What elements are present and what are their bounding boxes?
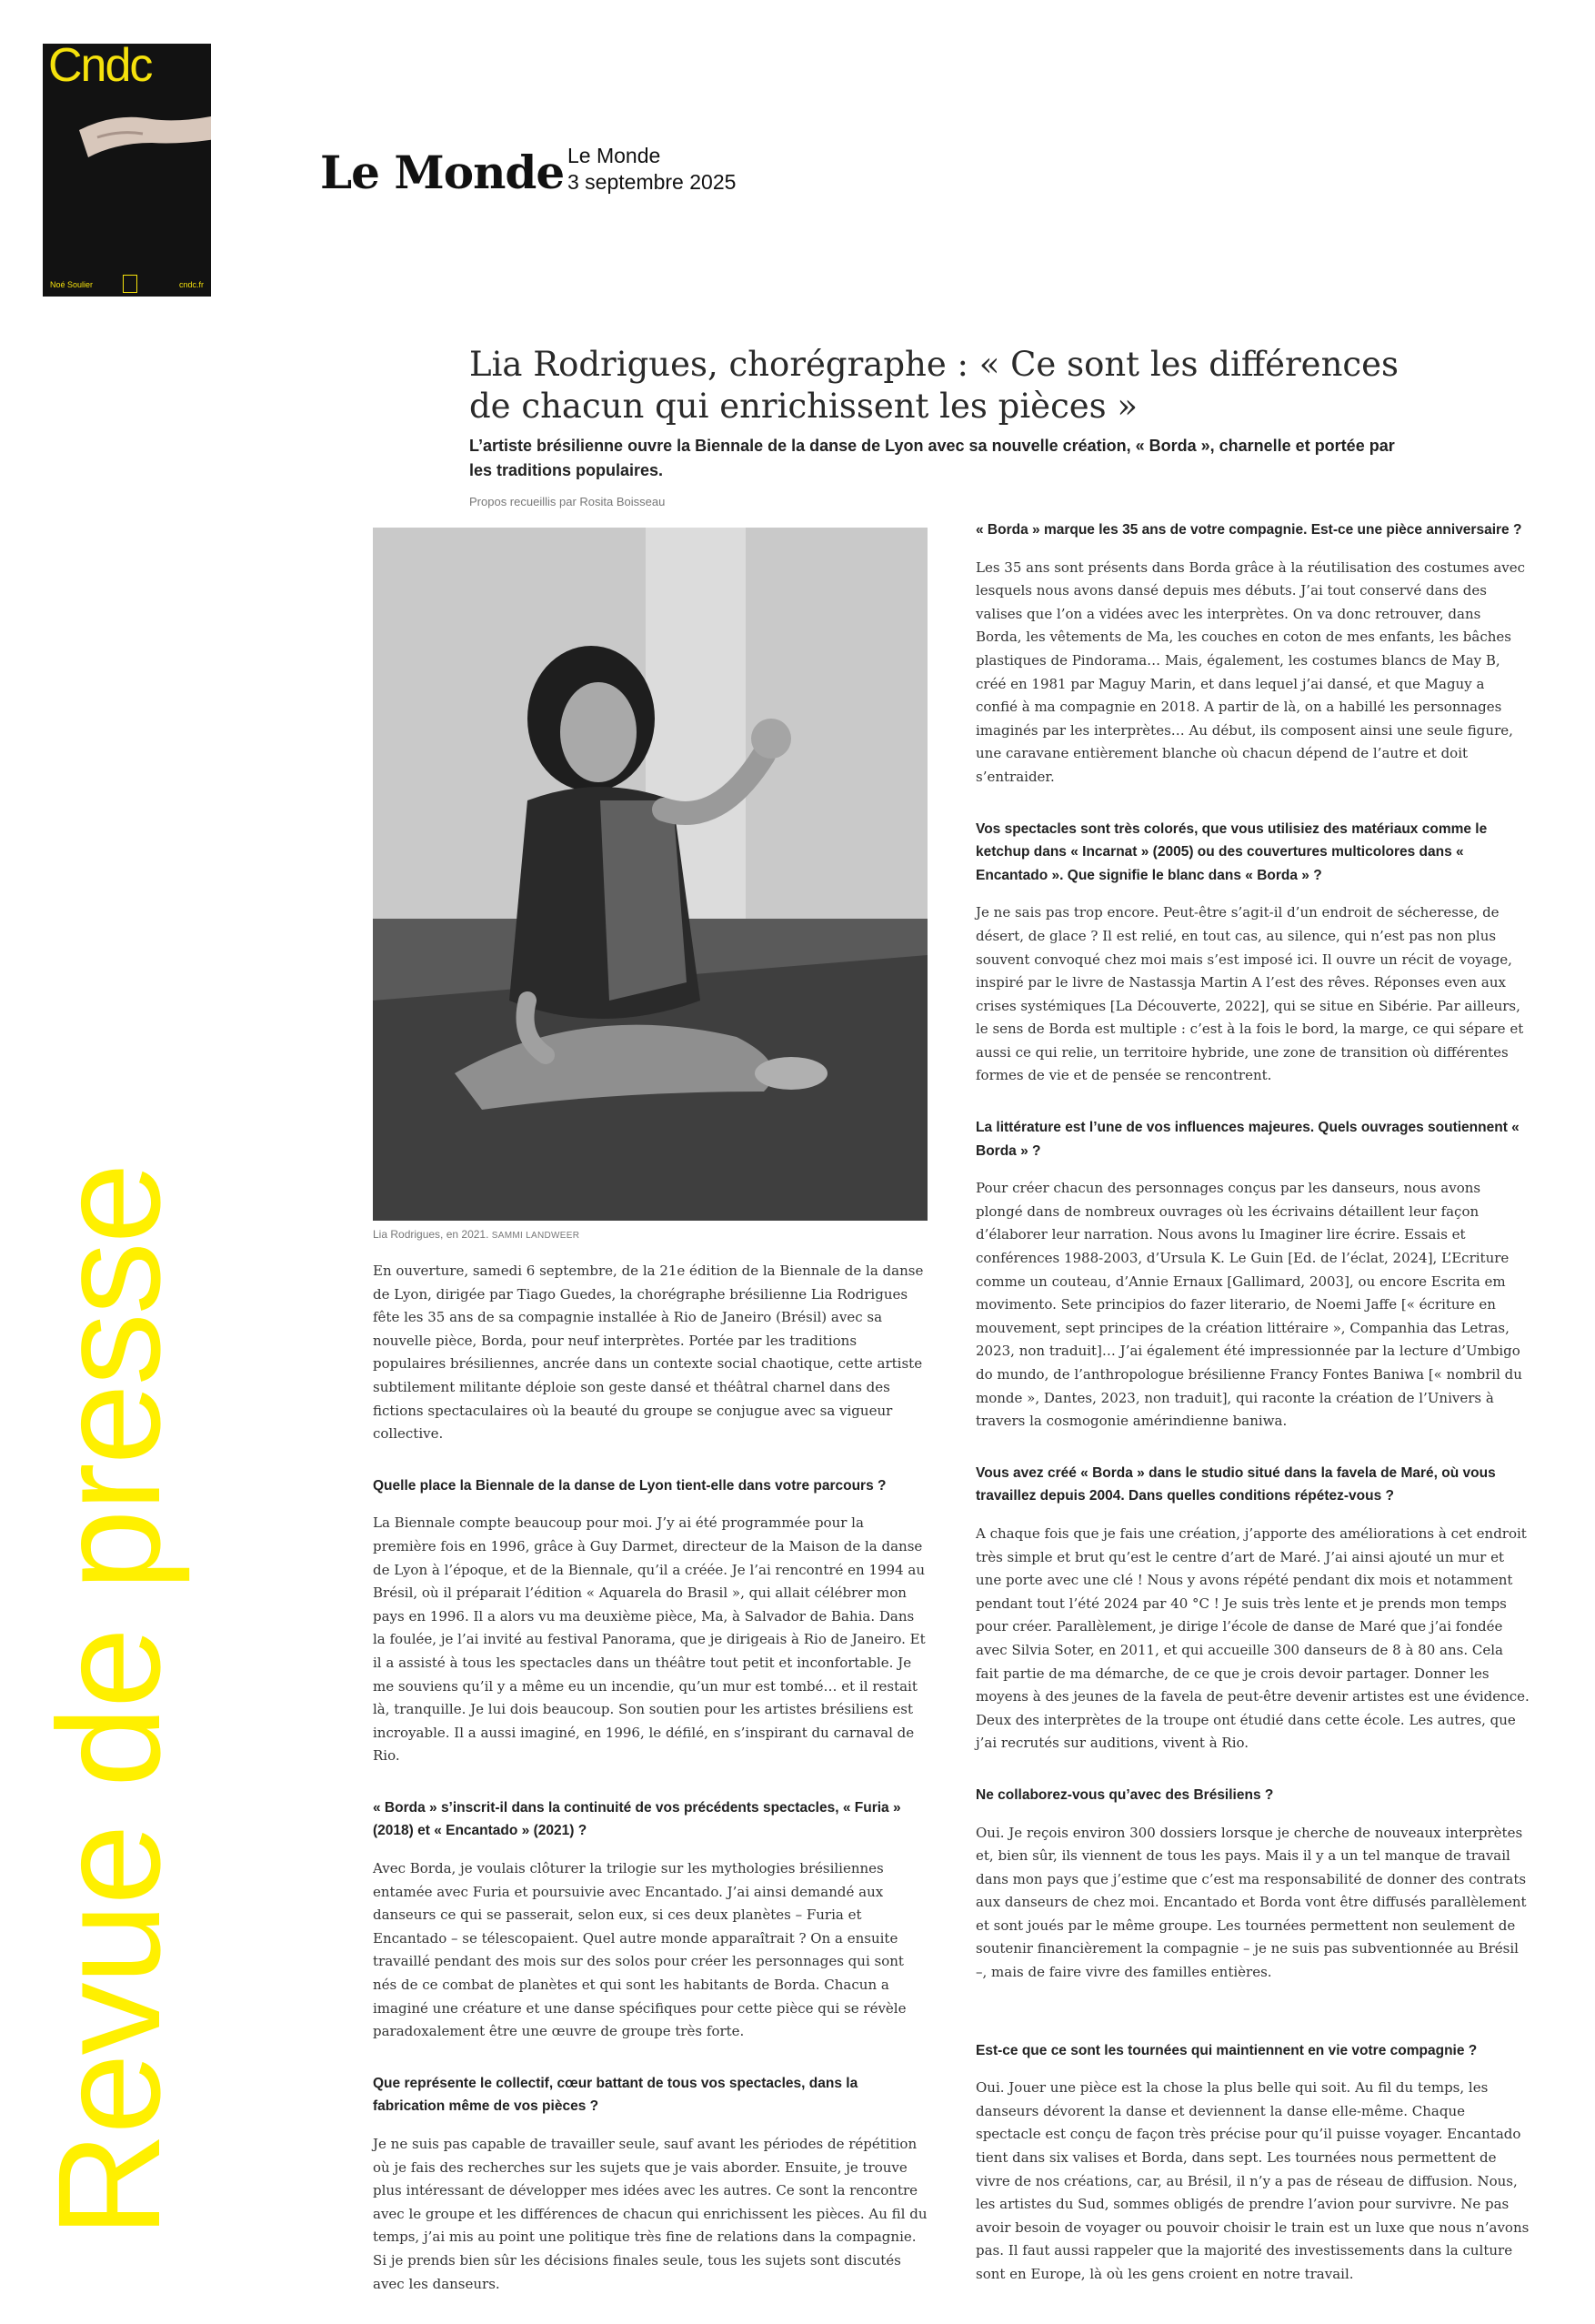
cover-hand-image — [79, 103, 211, 166]
cover-logo-icon — [123, 275, 137, 293]
source-name: Le Monde — [567, 144, 661, 167]
cover-footer-right: cndc.fr — [178, 280, 204, 289]
question-tours: Est-ce que ce sont les tournées qui maintiennent en vie votre compagnie ? — [976, 2042, 1478, 2058]
answer-studio: A chaque fois que je fais une création, j’apporte des améliorations à cet endroit très simple et brut qu’est le centre d’art de Maré. J’ai ainsi ajouté un mur et une porte avec une clé ! Nous y avons répété pendant dix mois et notamment pendant tout l’été 2024 par 40 °C ! Je suis très lente et je prends mon temps pour créer. Parallèlement, je dirige l’école de danse de Maré que j’ai fondée avec Silvia Soter, en 2011, et qui accueille 300 danseurs de 8 à 80 ans. Cela fait partie de ma démarche, de ce que je crois devoir partager. Donner les moyens à des jeunes de la favela de peut-être devenir artistes est une évidence. Deux des interprètes de la troupe ont étudié dans cette école. Les autres, que j’ai recrutés sur auditions, vivent à Rio. — [976, 1524, 1530, 1752]
caption-credit: SAMMI LANDWEER — [491, 1231, 580, 1241]
side-title: Revue de presse — [27, 1164, 190, 2238]
portrait-photo — [373, 528, 928, 1221]
cover-footer-left: Noé Soulier — [50, 280, 94, 289]
answer-anniversary: Les 35 ans sont présents dans Borda grâce à la réutilisation des costumes avec lesquels nous avons dansé depuis mes débuts. J’ai tout conservé dans des valises que l’on a vidées avec les interprètes. On va donc retrouver, dans Borda, les vêtements de Ma, les couches en coton de mes enfants, les bâches plastiques de Pindorama… Mais, également, les costumes blancs de May B, créé en 1981 par Maguy Marin, et dans lequel j’ai dansé, et que Maguy a confié à ma compagnie en 2018. A partir de là, on a habillé les personnages imaginés par les interprètes… Au début, ils composent ainsi une seule figure, une caravane entièrement blanche où chacun dépend de l’autre et doit s’entraider. — [976, 558, 1526, 785]
question-continuity: « Borda » s’inscrit-il dans la continuité de vos précédents spectacles, « Furia » (2018) et « Encantado » (2021) ? — [373, 1799, 901, 1839]
answer-continuity: Avec Borda, je voulais clôturer la trilogie sur les mythologies brésiliennes entamée avec Furia et poursuivie avec Encantado. J’ai ainsi demandé aux danseurs ce qui se passerait, selon eux, si ces deux planètes – Furia et Encantado – se télescopaient. Quel autre monde apparaîtrait ? On a ensuite travaillé pendant des mois sur des solos pour créer les personnages qui sont nés de ce combat de planètes et qui sont les habitants de Borda. Chacun a imaginé une créature et une danse spécifiques pour cette pièce qui se révèle paradoxalement être une œuvre de groupe très forte. — [373, 1860, 907, 2040]
question-brazilians: Ne collaborez-vous qu’avec des Brésiliens ? — [976, 1786, 1274, 1803]
answer-white: Je ne sais pas trop encore. Peut-être s’agit-il d’un endroit de sécheresse, de désert, de glace ? Il est relié, en tout cas, au silence, qui n’est pas non plus souvent convoqué chez moi mais s’est imposé ici. Il ouvre un récit de voyage, inspiré par le livre de Nastassja Martin A l’est des rêves. Réponses even aux crises systémiques [La Découverte, 2022], qui se situe en Sibérie. Par ailleurs, le sens de Borda est multiple : c’est à la fois le bord, la marge, ce qui sépare et aussi ce qui relie, un territoire hybride, une zone de transition où différentes formes de vie et de pensée se rencontrent. — [976, 904, 1524, 1084]
question-biennale: Quelle place la Biennale de la danse de Lyon tient-elle dans votre parcours ? — [373, 1477, 887, 1494]
source-date: 3 septembre 2025 — [567, 170, 737, 194]
answer-collective: Je ne suis pas capable de travailler seule, sauf avant les périodes de répétition où je fais des recherches sur les sujets que je vais aborder. Ensuite, je trouve plus intéressant de développer mes idées avec les autres. Ce sont la rencontre avec le groupe et les différences de chacun qui enrichissent les pièces. Au fil du temps, j’ai mis au point une politique très fine de relations dans la compagnie. Si je prends bien sûr les décisions finales seule, tous les sujets sont discutés avec les danseurs. — [373, 2136, 928, 2292]
article-left-column — [373, 1260, 928, 2324]
article-byline: Propos recueillis par Rosita Boisseau — [469, 495, 666, 508]
answer-brazilians: Oui. Je reçois environ 300 dossiers lorsque je cherche de nouveaux interprètes et, bien sûr, ils viennent de tous les pays. Mais il y a un tel manque de travail dans mon pays que j’estime que c’est ma responsabilité de donner des contrats aux danseurs de chez moi. Encantado et Borda vont être diffusés parallèlement et sont joués par le même groupe. Les tournées permettent non seulement de soutenir financièrement la compagnie – je ne suis pas subventionnée au Brésil –, mais de faire vivre des familles entières. — [976, 1824, 1527, 1981]
article-intro: En ouverture, samedi 6 septembre, de la 21e édition de la Biennale de la danse de Lyon, dirigée par Tiago Guedes, la chorégraphe brésilienne Lia Rodrigues fête les 35 ans de sa compagnie installée à Rio de Janeiro (Brésil) avec sa nouvelle pièce, Borda, pour neuf interprètes. Portée par les traditions populaires brésiliennes, ancrée dans un contexte social chaotique, cette artiste subtilement militante déploie son geste dansé et théâtral charnel dans des fictions spectaculaires où la beauté du groupe se conjugue avec sa vigueur collective. — [373, 1263, 924, 1443]
answer-tours: Oui. Jouer une pièce est la chose la plus belle qui soit. Au fil du temps, les danseurs dévorent la danse et deviennent la danse elle-même. Chaque spectacle est conçu de façon très précise pour qu’il puisse voyager. Encantado tient dans six valises et Borda, dans sept. Les tournées nous permettent de vivre de nos créations, car, au Brésil, il n’y a pas de réseau de diffusion. Nous, les artistes du Sud, sommes obligés de prendre l’avion pour survivre. Ne pas avoir besoin de voyager ou pouvoir choisir le train est un luxe que nous n’avons pas. Il faut aussi rappeler que la majorité des investissements dans la culture sont en Europe, là où les gens croient en notre travail. — [976, 2079, 1530, 2282]
answer-literature: Pour créer chacun des personnages conçus par les danseurs, nous avons plongé dans de nombreux ouvrages où les écrivains détaillent leur façon d’élaborer leur narration. Nous avons lu Imaginer lire écrire. Essais et conférences 1988-2003, d’Ursula K. Le Guin [Ed. de l’éclat, 2024], L’Ecriture comme un couteau, d’Annie Ernaux [Gallimard, 2003], ou encore Escrita em movimento. Sete principios do fazer literario, de Noemi Jaffe [« écriture en mouvement, sept principes de la création littéraire », Companhia das Letras, 2023, non traduit]… J’ai également été impressionnée par la lecture d’Umbigo do mundo, de l’anthropologue brésilienne Francy Fontes Baniwa [« nombril du monde », Dantes, 2023, non traduit], qui raconte la création de l’Univers à travers la cosmogonie amérindienne baniwa. — [976, 1180, 1522, 1430]
question-white: Vos spectacles sont très colorés, que vous utilisiez des matériaux comme le ketchup dans « Incarnat » (2005) ou des couvertures multicolores dans « Encantado ». Que signifie le blanc dans « Borda » ? — [976, 820, 1488, 883]
question-studio: Vous avez créé « Borda » dans le studio situé dans la favela de Maré, où vous travaillez depuis 2004. Dans quelles conditions répétez-vous ? — [976, 1464, 1496, 1504]
article-standfirst: L’artiste brésilienne ouvre la Biennale de la danse de Lyon avec sa nouvelle création, « Borda », charnelle et portée par les traditions populaires. — [469, 437, 1395, 479]
answer-biennale: La Biennale compte beaucoup pour moi. J’y ai été programmée pour la première fois en 1996, grâce à Guy Darmet, directeur de la Maison de la danse de Lyon à l’époque, et de la Biennale, qu’il a créée. Je l’ai rencontré en 1994 au Brésil, où il préparait l’édition « Aquarela do Brasil », qui allait célébrer mon pays en 1996. Il a alors vu ma deuxième pièce, Ma, à Salvador de Bahia. Dans la foulée, je l’ai invité au festival Panorama, que je dirigeais à Rio de Janeiro. Et il a assisté à tous les spectacles dans un théâtre tout petit et inconfortable. Je me souviens qu’il y a même eu un incendie, qu’un mur est tombé… et il restait là, tranquille. Je lui dois beaucoup. Son soutien pour les artistes brésiliens est incroyable. Il a aussi imaginé, en 1996, le défilé, en s’inspirant du carnaval de Rio. — [373, 1514, 926, 1765]
question-literature: La littérature est l’une de vos influences majeures. Quels ouvrages soutiennent « Borda » ? — [976, 1120, 1520, 1159]
press-cover-thumbnail — [43, 44, 211, 297]
masthead-logo: Le Monde — [320, 146, 565, 199]
question-anniversary: « Borda » marque les 35 ans de votre compagnie. Est-ce une pièce anniversaire ? — [976, 522, 1522, 538]
article-headline — [469, 344, 1542, 428]
headline-line-1: Lia Rodrigues, chorégraphe : « Ce sont les différences — [469, 345, 1399, 384]
caption-text: Lia Rodrigues, en 2021. — [373, 1228, 489, 1241]
headline-line-2: de chacun qui enrichissent les pièces » — [469, 387, 1139, 426]
question-collective: Que représente le collectif, cœur battant de tous vos spectacles, dans la fabrication même de vos pièces ? — [373, 2075, 858, 2115]
portrait-illustration — [373, 528, 928, 1221]
cover-title: Cndc — [48, 44, 152, 92]
photo-caption — [373, 1228, 579, 1241]
article-right-column — [976, 518, 1530, 2315]
